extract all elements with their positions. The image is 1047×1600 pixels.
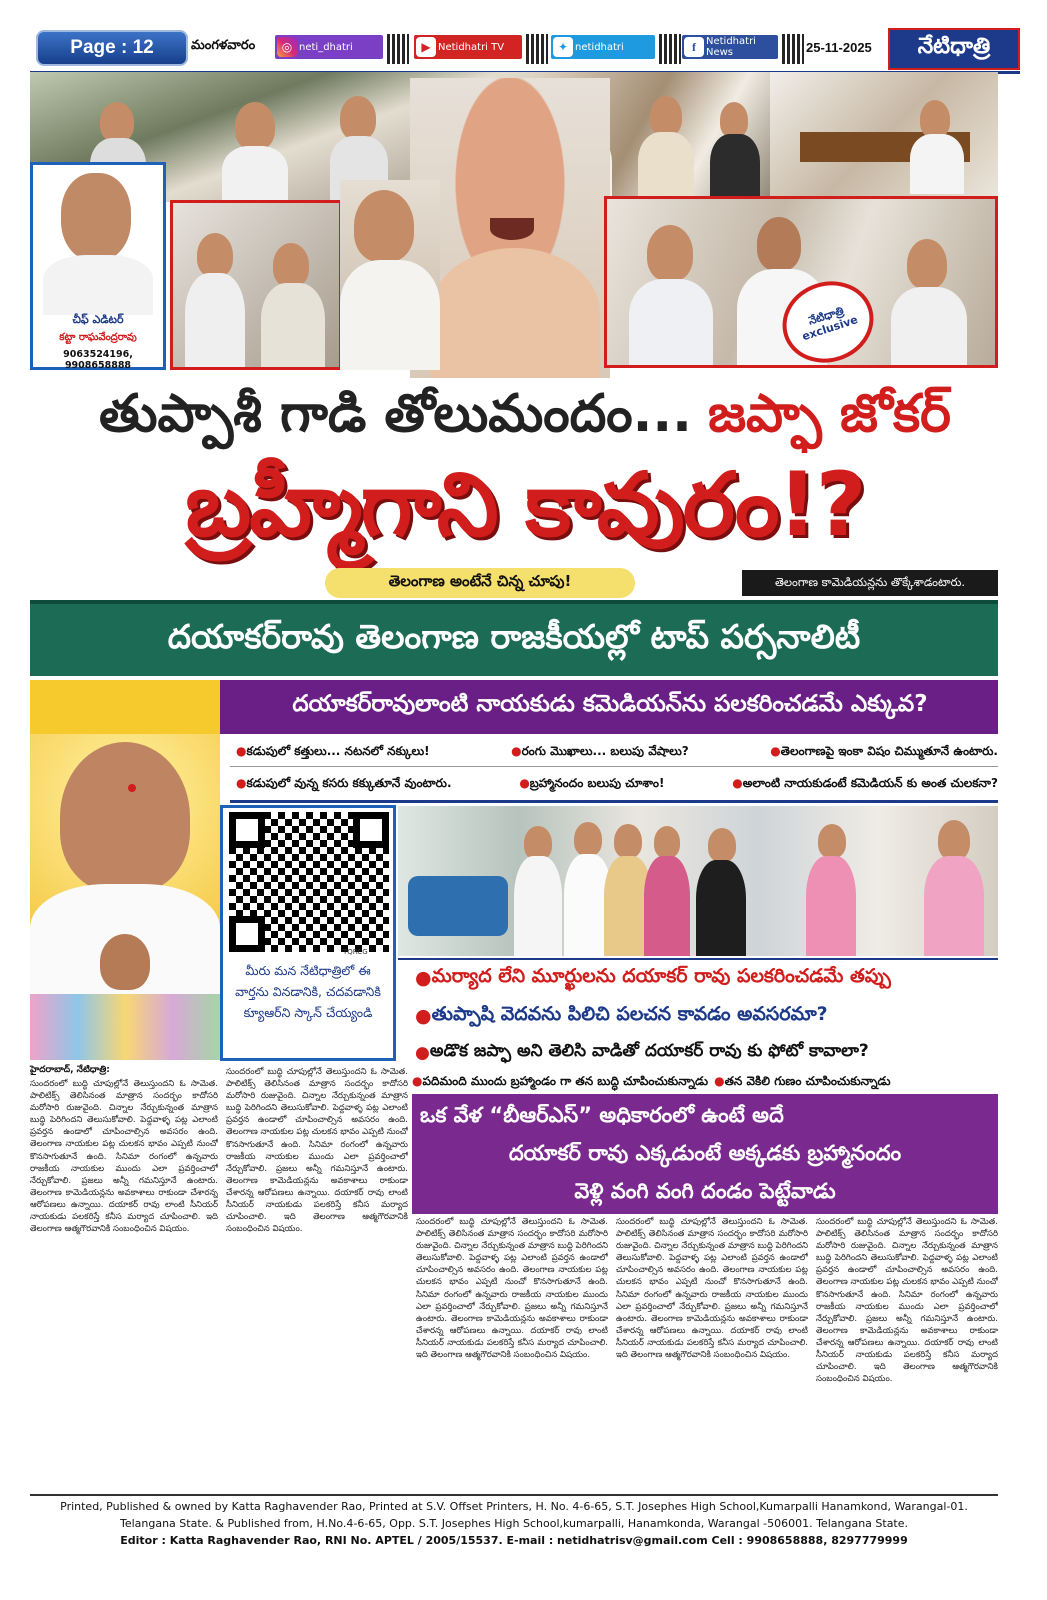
point-2: ● తుప్పాషి వెదవను పిలిచి పలచన కావడం అవసరమా?: [415, 1002, 828, 1027]
editor-phones: 9063524196, 9908658888: [63, 349, 133, 371]
bullet-item: ●కడుపులో వున్న కసరు కక్కుతూనే వుంటారు.: [236, 775, 452, 790]
headline-2: బ్రహ్మీగాని కావురం!?: [185, 452, 865, 556]
bullet-item: ●తెలంగాణపై ఇంకా విషం చిమ్ముతూనే ఉంటారు.: [770, 743, 998, 758]
dateline: హైదరాబాద్, నేటిధాత్రి:: [30, 1065, 110, 1075]
point-1: ● మర్యాద లేని మూర్ఖులను దయాకర్ రావు పలకరించడమే తప్పు: [415, 964, 891, 989]
group-photos-strip: [398, 806, 998, 956]
editor-card: [30, 162, 166, 370]
photo-namaste: [340, 180, 440, 370]
blue-jeep-photo: [408, 876, 508, 936]
twitter-handle[interactable]: [551, 35, 655, 59]
supporters-photo: [30, 994, 220, 1060]
bullets-row-2: [236, 770, 998, 798]
youtube-text: Netidhatri TV: [438, 41, 505, 53]
footer-imprint: [30, 1498, 998, 1549]
bullets-row-1: [236, 738, 998, 766]
purple-quote-box: [412, 1094, 998, 1214]
article-column-2: సుందరంలో బుద్ధి చూపుల్లోనే తెలుస్తుందని ఓ సామెత. పాలిటిక్స్ తెలిసినంత మాత్రాన సందర్భం కాదోసరి మరోసారి రుజువైంది. చిన్నాల నేర్చుకున్నంత మాత్రాన బుద్ధి పెరిగిందని తెలుసుకోవాలి. పెద్దవాళ్ళ పట్ల ఎలాంటి ప్రవర్తన ఉండాలో చూపించాల్సిన అవసరం ఉంది. తెలంగాణ నాయకుల పట్ల చులకన భావం ఎప్పటి నుంచో కొనసాగుతూనే ఉంది. సినిమా రంగంలో ఉన్నవారు రాజకీయ నాయకుల ముందు ఎలా ప్రవర్తించాలో నేర్చుకోవాలి. ప్రజలు అన్నీ గమనిస్తూనే ఉంటారు. తెలంగాణ కామెడియన్లను అవకాశాలు రాకుండా చేశారన్న ఆరోపణలు ఉన్నాయి. దయాకర్ రావు లాంటి సీనియర్ నాయకుడు పలకరిస్తే కనీస మర్యాద చూపించాలి. ఇది తెలంగాణ ఆత్మగౌరవానికి సంబంధించిన విషయం.: [226, 1067, 408, 1235]
bullet-item: ●అలాంటి నాయకుడంటే కమెడియన్ కు అంత చులకనా?: [732, 775, 998, 790]
instagram-text: neti_dhatri: [299, 41, 353, 53]
quote-line: దయాకర్ రావు ఎక్కడుంటే అక్కడకు బ్రహ్మానందం: [508, 1141, 902, 1165]
quote-line: వెళ్లి వంగి వంగి దండం పెట్టేవాడు: [574, 1179, 836, 1203]
photo-meeting-left: [170, 200, 342, 370]
editor-photo: [61, 173, 131, 261]
bullet-item: ●రంగు మొఖాలు... బలుపు వేషాలు?: [511, 743, 689, 758]
point-small: ●పదిమంది ముందు బ్రహ్మాండం గా తన బుద్ధి చూపించుకున్నాడు: [412, 1073, 709, 1088]
twitter-bird-icon: ✦: [553, 37, 573, 57]
twitter-qr: [659, 34, 681, 64]
instagram-handle[interactable]: [275, 35, 383, 59]
purple-banner: దయాకర్‌రావులాంటి నాయకుడు కమెడియన్‌ను పలకరించడమే ఎక్కువ?: [292, 691, 928, 717]
green-banner: దయాకర్‌రావు తెలంగాణ రాజకీయల్లో టాప్ పర్సనాలిటీ: [30, 600, 998, 676]
qr-box: [220, 805, 396, 1061]
masthead-logo: నేటిధాత్రి: [888, 28, 1020, 70]
page-number-badge: Page : 12: [36, 30, 188, 66]
exclusive-stamp: నేటిధాత్రి exclusive: [772, 270, 884, 375]
youtube-handle[interactable]: [414, 35, 522, 59]
footer-line: Printed, Published & owned by Katta Raghavender Rao, Printed at S.V. Offset Printers, H. No. 4-6-65, S.T. Josephes High School,Kumarpalli Hanamkond, Warangal-01.: [60, 1500, 968, 1513]
article-column-4: సుందరంలో బుద్ధి చూపుల్లోనే తెలుస్తుందని ఓ సామెత. పాలిటిక్స్ తెలిసినంత మాత్రాన సందర్భం కాదోసరి మరోసారి రుజువైంది. చిన్నాల నేర్చుకున్నంత మాత్రాన బుద్ధి పెరిగిందని తెలుసుకోవాలి. పెద్దవాళ్ళ పట్ల ఎలాంటి ప్రవర్తన ఉండాలో చూపించాల్సిన అవసరం ఉంది. తెలంగాణ నాయకుల పట్ల చులకన భావం ఎప్పటి నుంచో కొనసాగుతూనే ఉంది. సినిమా రంగంలో ఉన్నవారు రాజకీయ నాయకుల ముందు ఎలా ప్రవర్తించాలో నేర్చుకోవాలి. ప్రజలు అన్నీ గమనిస్తూనే ఉంటారు. తెలంగాణ కామెడియన్లను అవకాశాలు రాకుండా చేశారన్న ఆరోపణలు ఉన్నాయి. దయాకర్ రావు లాంటి సీనియర్ నాయకుడు పలకరిస్తే కనీస మర్యాద చూపించాలి. ఇది తెలంగాణ ఆత్మగౌరవానికి సంబంధించిన విషయం.: [616, 1217, 808, 1361]
qr-brand: TQRCG: [343, 948, 368, 956]
photo-top-right: [770, 72, 998, 202]
qr-caption: మీరు మన నేటిధాత్రిలో ఈ వార్తను వినడానికి, చదవడానికి క్యూఆర్‌ని స్కాన్ చేయ్యండి: [235, 963, 381, 1020]
bullet-item: ●బ్రహ్మానందం బలుపు చూశాం!: [519, 775, 665, 790]
facebook-icon: f: [684, 37, 704, 57]
facebook-qr: [782, 34, 804, 64]
editor-name: కట్టా రాఘవేంద్రరావు: [59, 332, 137, 343]
tag-black: తెలంగాణ కామెడియన్లను తొక్కేశాడంటారు.: [742, 570, 998, 596]
point-3: ● అడొక జప్ఫా అని తెలిసి వాడితో దయాకర్ రావు కు ఫోటో కావాలా?: [415, 1041, 869, 1063]
editor-title: చీఫ్ ఎడిటర్: [72, 313, 124, 326]
footer-line: Telangana State. & Published from, H.No.4-6-65, Opp. S.T. Josephes High School,kumarpalli, Hanamkonda, Warangal -506001. Telangana State.: [119, 1517, 909, 1530]
brahmanandam-closeup-photo: [410, 78, 610, 378]
day-label: మంగళవారం: [191, 38, 256, 53]
quote-line: ఒక వేళ “బీఆర్ఎస్” అధికారంలో ఉంటే అదే: [420, 1103, 784, 1127]
dayakar-rao-photo: [30, 734, 220, 1060]
article-column-5: సుందరంలో బుద్ధి చూపుల్లోనే తెలుస్తుందని ఓ సామెత. పాలిటిక్స్ తెలిసినంత మాత్రాన సందర్భం కాదోసరి మరోసారి రుజువైంది. చిన్నాల నేర్చుకున్నంత మాత్రాన బుద్ధి పెరిగిందని తెలుసుకోవాలి. పెద్దవాళ్ళ పట్ల ఎలాంటి ప్రవర్తన ఉండాలో చూపించాల్సిన అవసరం ఉంది. తెలంగాణ నాయకుల పట్ల చులకన భావం ఎప్పటి నుంచో కొనసాగుతూనే ఉంది. సినిమా రంగంలో ఉన్నవారు రాజకీయ నాయకుల ముందు ఎలా ప్రవర్తించాలో నేర్చుకోవాలి. ప్రజలు అన్నీ గమనిస్తూనే ఉంటారు. తెలంగాణ కామెడియన్లను అవకాశాలు రాకుండా చేశారన్న ఆరోపణలు ఉన్నాయి. దయాకర్ రావు లాంటి సీనియర్ నాయకుడు పలకరిస్తే కనీస మర్యాద చూపించాలి. ఇది తెలంగాణ ఆత్మగౌరవానికి సంబంధించిన విషయం.: [816, 1217, 998, 1385]
article-column-1: సుందరంలో బుద్ధి చూపుల్లోనే తెలుస్తుందని ఓ సామెత. పాలిటిక్స్ తెలిసినంత మాత్రాన సందర్భం కాదోసరి మరోసారి రుజువైంది. చిన్నాల నేర్చుకున్నంత మాత్రాన బుద్ధి పెరిగిందని తెలుసుకోవాలి. పెద్దవాళ్ళ పట్ల ఎలాంటి ప్రవర్తన ఉండాలో చూపించాల్సిన అవసరం ఉంది. తెలంగాణ నాయకుల పట్ల చులకన భావం ఎప్పటి నుంచో కొనసాగుతూనే ఉంది. సినిమా రంగంలో ఉన్నవారు రాజకీయ నాయకుల ముందు ఎలా ప్రవర్తించాలో నేర్చుకోవాలి. ప్రజలు అన్నీ గమనిస్తూనే ఉంటారు. తెలంగాణ కామెడియన్లను అవకాశాలు రాకుండా చేశారన్న ఆరోపణలు ఉన్నాయి. దయాకర్ రావు లాంటి సీనియర్ నాయకుడు పలకరిస్తే కనీస మర్యాద చూపించాలి. ఇది తెలంగాణ ఆత్మగౌరవానికి సంబంధించిన విషయం.: [30, 1079, 218, 1235]
headline-1: [30, 380, 1020, 460]
tag-yellow: తెలంగాణ అంటేనే చిన్న చూపు!: [325, 568, 635, 598]
headline-1-red: జప్ఫా జోకర్: [707, 383, 951, 444]
instagram-icon: ◎: [277, 37, 297, 57]
bullet-item: ●కడుపులో కత్తులు... నటనలో నక్కులు!: [236, 743, 430, 758]
point-small: ●తన వెకిలి గుణం చూపించుకున్నాడు: [714, 1073, 891, 1088]
youtube-icon: ▶: [416, 37, 436, 57]
issue-date: 25-11-2025: [806, 40, 872, 55]
facebook-text: Netidhatri News: [706, 36, 756, 58]
article-column-3: సుందరంలో బుద్ధి చూపుల్లోనే తెలుస్తుందని ఓ సామెత. పాలిటిక్స్ తెలిసినంత మాత్రాన సందర్భం కాదోసరి మరోసారి రుజువైంది. చిన్నాల నేర్చుకున్నంత మాత్రాన బుద్ధి పెరిగిందని తెలుసుకోవాలి. పెద్దవాళ్ళ పట్ల ఎలాంటి ప్రవర్తన ఉండాలో చూపించాల్సిన అవసరం ఉంది. తెలంగాణ నాయకుల పట్ల చులకన భావం ఎప్పటి నుంచో కొనసాగుతూనే ఉంది. సినిమా రంగంలో ఉన్నవారు రాజకీయ నాయకుల ముందు ఎలా ప్రవర్తించాలో నేర్చుకోవాలి. ప్రజలు అన్నీ గమనిస్తూనే ఉంటారు. తెలంగాణ కామెడియన్లను అవకాశాలు రాకుండా చేశారన్న ఆరోపణలు ఉన్నాయి. దయాకర్ రావు లాంటి సీనియర్ నాయకుడు పలకరిస్తే కనీస మర్యాద చూపించాలి. ఇది తెలంగాణ ఆత్మగౌరవానికి సంబంధించిన విషయం.: [416, 1217, 608, 1361]
facebook-handle[interactable]: [682, 35, 778, 59]
youtube-qr: [526, 34, 548, 64]
points-small: [412, 1071, 1000, 1093]
twitter-text: netidhatri: [575, 41, 624, 53]
instagram-qr: [387, 34, 409, 64]
headline-1-black: తుప్పాశీ గాడి తోలుమందం...: [99, 383, 692, 444]
footer-line: Editor : Katta Raghavender Rao, RNI No. APTEL / 2005/15537. E-mail : netidhatrisv@gmail.com Cell : 9908658888, 8297779999: [120, 1534, 908, 1547]
